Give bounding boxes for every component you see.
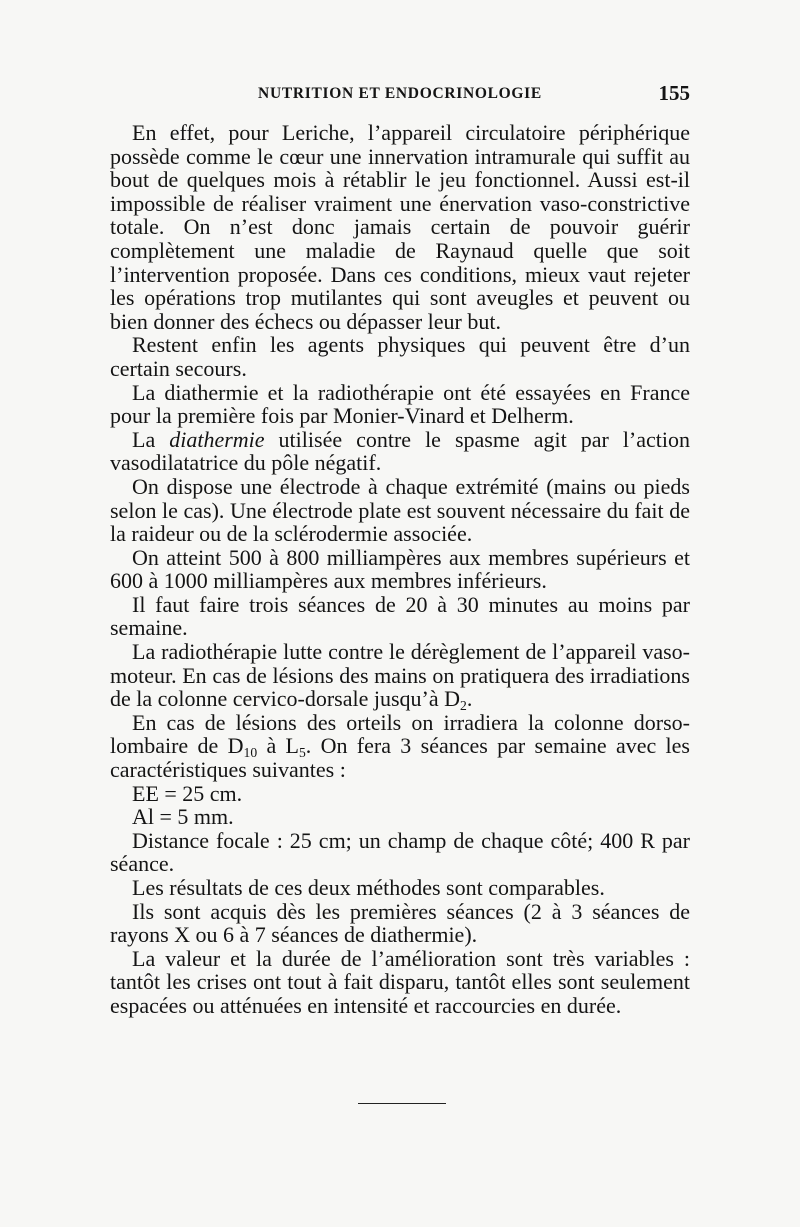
paragraph: On atteint 500 à 800 milliampères aux membres supérieurs et 600 à 1000 milliampères aux membres inférieurs. — [110, 544, 690, 594]
running-title: NUTRITION ET ENDOCRINOLOGIE — [258, 85, 542, 102]
paragraph-diathermie — [110, 428, 690, 475]
paragraph: En effet, pour Leriche, l’appareil circulatoire périphérique possède comme le cœur une innervation intramurale qui suffit au bout de quelques mois à rétablir le jeu fonctionnel. Aussi est-il impossible de réaliser vraiment une énervation vaso-constrictive totale. On n’est donc jamais certain de pouvoir guérir complètement une maladie de Raynaud quelle que soit l’intervention proposée. Dans ces conditions, mieux vaut rejeter les opérations trop mutilantes qui sont aveugles et peuvent ou bien donner des échecs ou dépasser leur but. — [110, 120, 690, 334]
text-run: La — [132, 426, 170, 452]
subscript: 2 — [460, 698, 467, 714]
paragraph: EE = 25 cm. — [132, 780, 243, 806]
body-text — [110, 121, 690, 1018]
paragraph: La diathermie et la radiothérapie ont été essayées en France pour la première fois par Monier-Vinard et Delherm. — [110, 379, 690, 429]
paragraph-radiotherapie — [110, 639, 690, 714]
paragraph: Les résultats de ces deux méthodes sont comparables. — [132, 875, 605, 900]
paragraph: Al = 5 mm. — [132, 804, 234, 830]
paragraph: On dispose une électrode à chaque extrémité (mains ou pieds selon le cas). Une électrode plate est souvent nécessaire du fait de la raideur ou de la sclérodermie associée. — [110, 473, 690, 547]
text-run: La radiothérapie lutte contre le dérèglement de l’appareil vaso-moteur. En cas de lésions des mains on pratiquera des irradiations de la colonne cervico-dorsale jusqu’à D — [110, 639, 690, 712]
text-run: En cas de lésions des orteils on irradiera la colonne dorso-lombaire de D — [110, 709, 690, 759]
paragraph: Distance focale : 25 cm; un champ de chaque côté; 400 R par séance. — [110, 827, 690, 877]
end-rule — [358, 1103, 446, 1104]
text-run: utilisée contre le spasme agit par l’action vasodilatatrice du pôle négatif. — [110, 426, 691, 476]
subscript: 10 — [243, 745, 258, 761]
paragraph: La valeur et la durée de l’amélioration sont très variables : tantôt les crises ont tout à fait disparu, tantôt elles sont seulement espacées ou atténuées en intensité et raccourcies en durée. — [110, 945, 690, 1018]
running-head — [110, 81, 690, 107]
paragraph: Restent enfin les agents physiques qui peuvent être d’un certain secours. — [110, 332, 690, 381]
text-run: à L — [257, 733, 299, 759]
paragraph: Il faut faire trois séances de 20 à 30 minutes au moins par semaine. — [110, 591, 690, 641]
text-run: . On fera 3 séances par semaine avec les caractéristiques suivantes : — [110, 733, 690, 783]
emphasis-diathermie: diathermie — [169, 426, 265, 452]
paragraph-orteils — [110, 711, 690, 782]
subscript: 5 — [298, 745, 306, 761]
page-number: 155 — [658, 81, 690, 105]
paragraph: Ils sont acquis dès les premières séances (2 à 3 séances de rayons X ou 6 à 7 séances de diathermie). — [110, 898, 690, 948]
text-run: . — [466, 686, 473, 712]
